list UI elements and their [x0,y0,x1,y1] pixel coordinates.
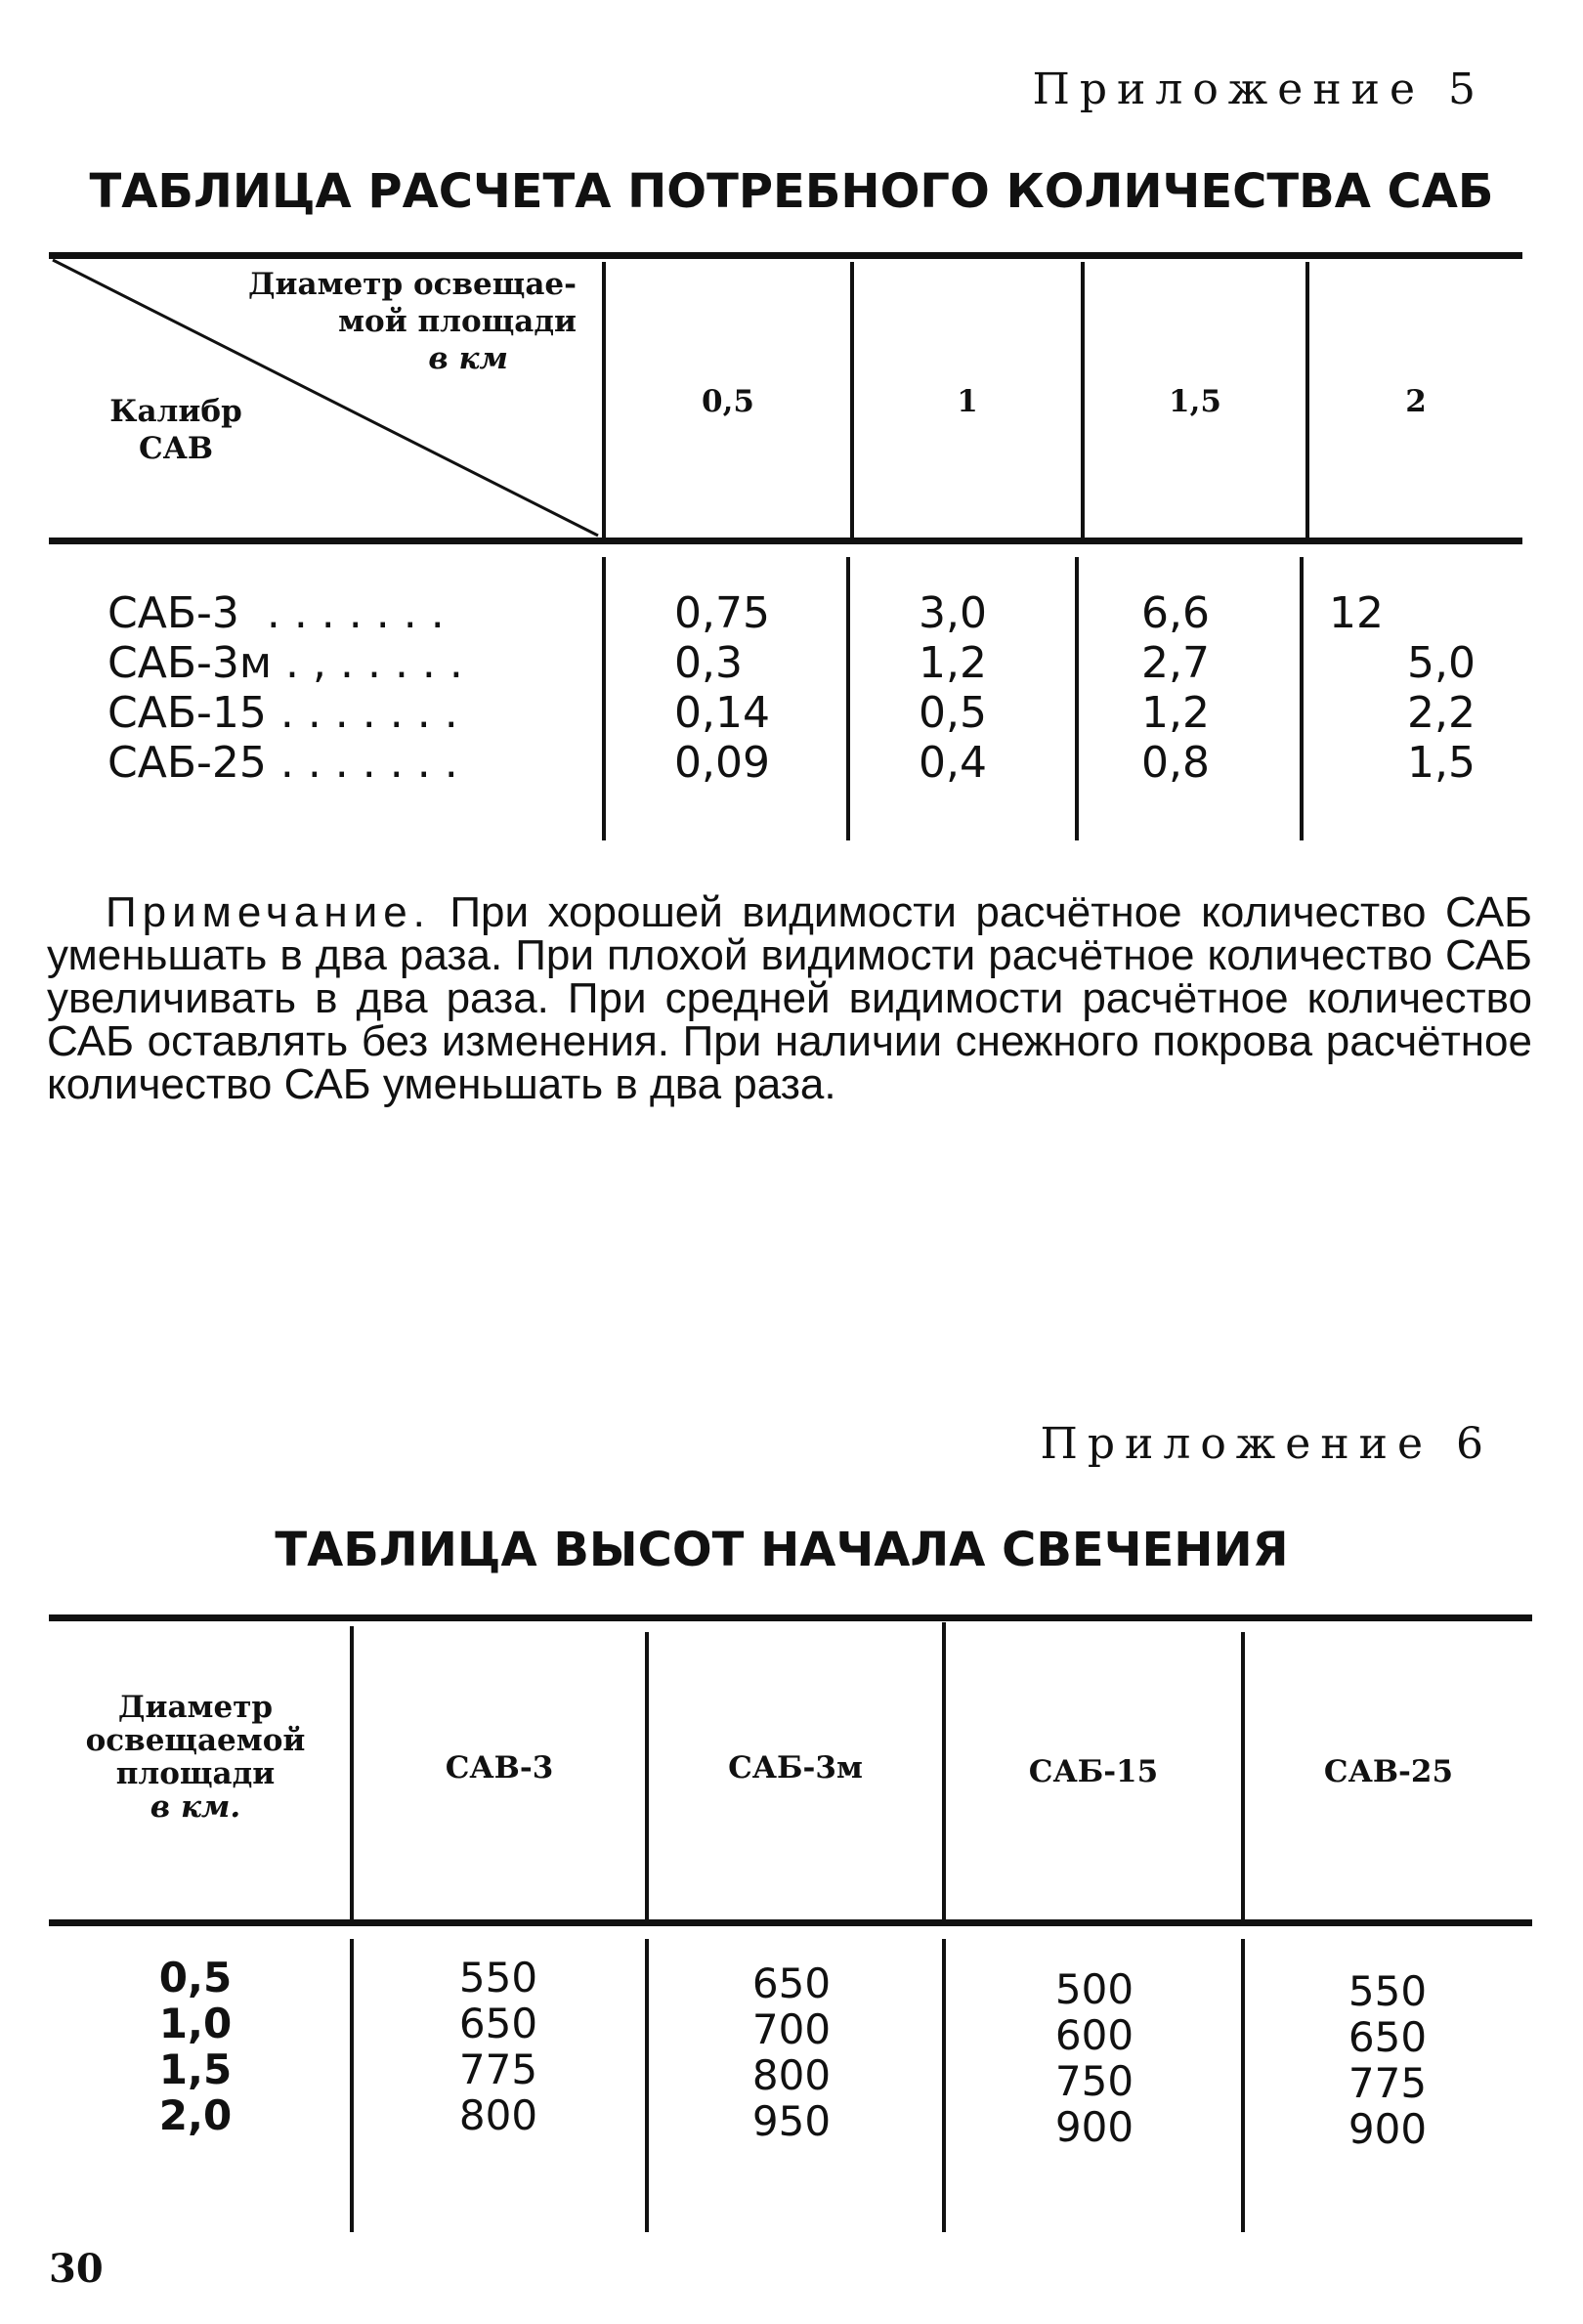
table-1-col-0 [674,588,770,788]
table-2-col-header: САВ-25 [1323,1754,1454,1789]
appendix-6-label: Приложение 6 [1040,1419,1493,1469]
table-cell: 1,2 [1141,688,1210,738]
table-cell: 5,0 [1407,638,1476,688]
table-2-col-header: САБ-15 [1028,1754,1159,1789]
table-2-vline [645,1939,649,2232]
table-1-vline [1300,557,1304,840]
table-2-col-header: САВ-3 [445,1750,554,1786]
table-cell: 1,2 [919,638,987,688]
table-1-row-labels [107,588,463,788]
note-lead: Примечание. [106,888,431,936]
row-label: САБ-25 . . . . . . . [107,738,458,788]
table-cell: 3,0 [919,588,987,638]
table-cell: 0,14 [674,688,770,738]
table-2-col-1 [694,1960,889,2144]
table-cell: 6,6 [1141,588,1210,638]
table-cell: 0,3 [674,638,743,688]
table-cell: 775 [1348,2059,1428,2107]
table-cell: 650 [751,1959,832,2007]
table-1 [0,0,1583,880]
row-label: САБ-3м . , . . . . . [107,638,463,688]
table-cell: 1,5 [158,2045,233,2093]
table-1-vline [1075,557,1079,840]
note-text: При хорошей видимости расчётное количество САБ уменьшать в два раза. При плохой видимости расчётное количество САБ увеличивать в два раза. При средней видимости расчётное количество САБ оставлять без изменения. При наличии снежного покрова расчётное количество САБ уменьшать в два раза. [47,888,1532,1108]
table-2-title: ТАБЛИЦА ВЫСОТ НАЧАЛА СВЕЧЕНИЯ [275,1523,1289,1577]
table-1-col-3 [1329,588,1476,788]
table-1-col-header: 1 [957,384,978,419]
table-1-note [47,888,1532,1108]
table-cell: 800 [751,2051,832,2099]
table-cell: 1,0 [158,2000,233,2047]
page-number: 30 [49,2246,104,2292]
table-1-title: ТАБЛИЦА РАСЧЕТА ПОТРЕБНОГО КОЛИЧЕСТВА САБ [89,164,1494,219]
table-1-vline [602,557,606,840]
table-cell: 650 [458,2000,538,2047]
table-2-col-3 [1290,1968,1485,2152]
table-cell: 700 [751,2005,832,2053]
table-cell: 550 [1348,1967,1428,2015]
table-cell: 0,8 [1141,738,1210,788]
table-cell: 500 [1054,1965,1134,2013]
table-cell: 650 [1348,2013,1428,2061]
table-cell: 750 [1054,2057,1134,2105]
table-2-header-diameter: Диаметр освещаемой площади в км. [85,1690,306,1825]
row-label: САБ-15 . . . . . . . [107,688,458,738]
table-1-col-header: 1,5 [1169,384,1221,419]
table-cell: 2,7 [1141,638,1210,688]
table-cell: 0,09 [674,738,770,788]
table-1-col-header: 2 [1405,384,1427,419]
table-2-top-rule [49,1614,1532,1621]
table-2-vline [942,1939,946,2232]
table-1-header-diameter: Диаметр освещае- мой площади в км [247,267,577,376]
table-cell: 950 [751,2097,832,2145]
table-cell: 2,2 [1407,688,1476,738]
table-1-vline [846,557,850,840]
table-cell: 800 [458,2091,538,2139]
table-cell: 900 [1054,2103,1134,2151]
table-2-diameters [127,1955,264,2138]
table-2-col-header: САБ-3м [728,1750,863,1786]
table-cell: 775 [458,2045,538,2093]
table-2-col-2 [997,1966,1192,2150]
table-cell: 0,75 [674,588,770,638]
table-cell: 0,4 [919,738,987,788]
table-2-vline [350,1939,354,2232]
table-2 [0,1564,1583,2248]
table-1-col-2 [1141,588,1210,788]
table-2-vline [1241,1939,1245,2232]
table-cell: 550 [458,1954,538,2001]
table-1-header-caliber: Калибр САВ [109,394,242,466]
table-cell: 600 [1054,2011,1134,2059]
table-1-col-header: 0,5 [702,384,754,419]
appendix-5-label: Приложение 5 [1032,65,1485,114]
row-label: САБ-3 . . . . . . . [107,588,445,638]
table-cell: 12 [1329,588,1384,638]
table-cell: 900 [1348,2105,1428,2153]
table-cell: 2,0 [158,2091,233,2139]
table-cell: 0,5 [158,1954,233,2001]
table-cell: 0,5 [919,688,987,738]
table-2-col-0 [401,1955,596,2138]
table-cell: 1,5 [1407,738,1476,788]
table-2-header-rule [49,1919,1532,1926]
table-1-col-1 [919,588,987,788]
